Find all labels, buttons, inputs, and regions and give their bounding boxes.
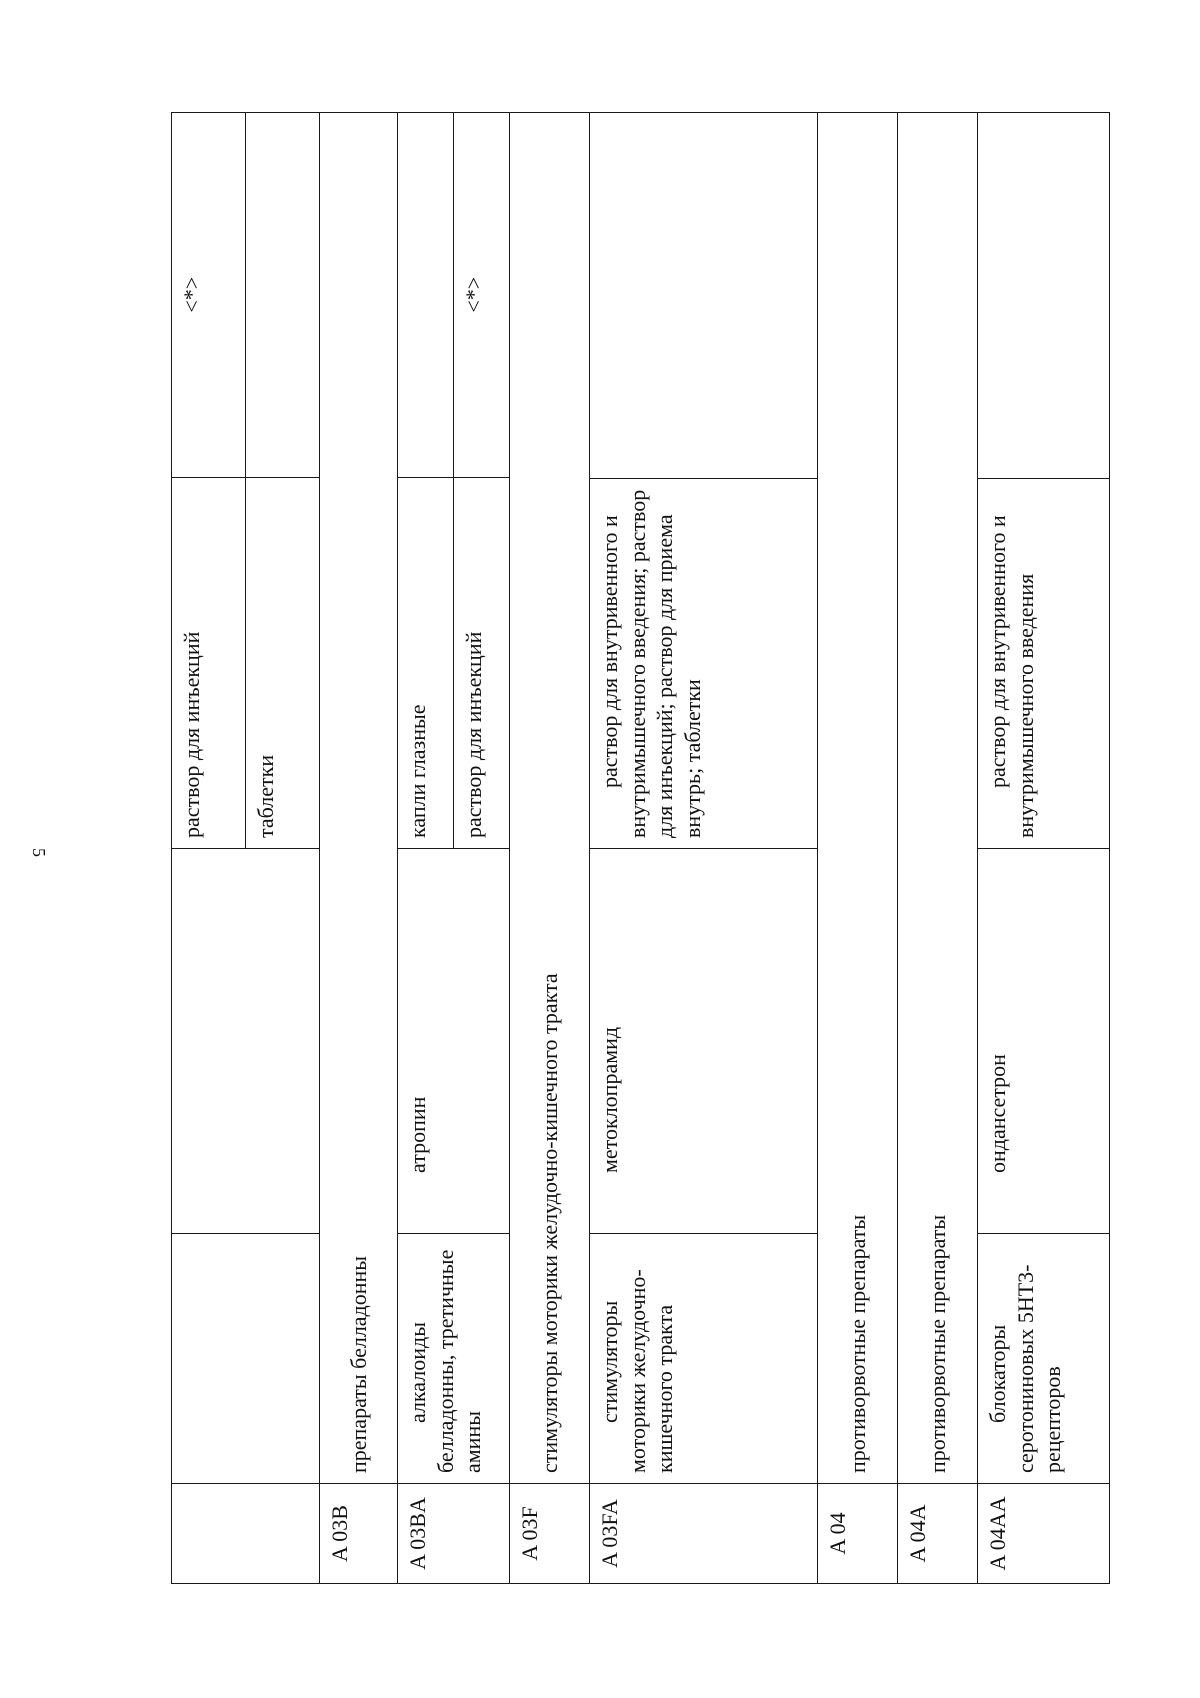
span-cell: препараты белладонны xyxy=(320,113,398,1484)
rotated-table-wrapper xyxy=(171,113,1109,1584)
forms-cell xyxy=(398,113,510,849)
table-row xyxy=(590,113,818,1584)
code-cell: A 03F xyxy=(510,1484,590,1584)
code-cell: A 03FA xyxy=(590,1484,818,1584)
group-cell: блокаторы серотониновых 5HT3-рецепторов xyxy=(978,1234,1110,1484)
form-note xyxy=(246,112,320,478)
form-text: таблетки xyxy=(246,478,320,848)
code-cell xyxy=(172,1484,320,1584)
page-number: 5 xyxy=(29,848,49,857)
form-note: <*> xyxy=(179,276,204,313)
form-text: раствор для внутривенного и внутримышечного введения xyxy=(978,479,1110,849)
group-cell: стимуляторы моторики желудочно-кишечного тракта xyxy=(590,1234,818,1484)
forms-subtable xyxy=(172,112,319,848)
code-cell: A 04A xyxy=(898,1484,978,1584)
form-text: раствор для внутривенного и внутримышечного введения; раствор для инъекций; раствор для приема внутрь; таблетки xyxy=(590,479,818,849)
code-cell: A 04 xyxy=(818,1484,898,1584)
table-row xyxy=(510,113,590,1584)
form-text: раствор для инъекций xyxy=(172,478,246,848)
drug-cell: метоклопрамид xyxy=(590,849,818,1234)
code-cell: A 03BA xyxy=(398,1484,510,1584)
table-row xyxy=(398,113,510,1584)
table-row xyxy=(172,113,320,1584)
table-row xyxy=(818,113,898,1584)
code-cell: A 03B xyxy=(320,1484,398,1584)
forms-subtable xyxy=(398,112,509,848)
drug-cell xyxy=(172,849,320,1234)
span-cell: стимуляторы моторики желудочно-кишечного тракта xyxy=(510,113,590,1484)
drug-cell: ондансетрон xyxy=(978,849,1110,1234)
form-note xyxy=(978,113,1110,479)
table-row xyxy=(978,113,1110,1584)
drug-table xyxy=(171,112,1110,1584)
form-note xyxy=(398,112,454,478)
form-text: капли глазные xyxy=(398,478,454,848)
drug-cell: атропин xyxy=(398,849,510,1234)
group-cell xyxy=(172,1234,320,1484)
span-cell: противорвотные препараты xyxy=(818,113,898,1484)
span-cell: противорвотные препараты xyxy=(898,113,978,1484)
form-note: <*> xyxy=(454,112,510,478)
group-cell: алкалоиды белладонны, третичные амины xyxy=(398,1234,510,1484)
form-text: раствор для инъекций xyxy=(454,478,510,848)
forms-cell xyxy=(172,113,320,849)
table-row xyxy=(898,113,978,1584)
form-note xyxy=(590,113,818,479)
code-cell: A 04AA xyxy=(978,1484,1110,1584)
table-row xyxy=(320,113,398,1584)
